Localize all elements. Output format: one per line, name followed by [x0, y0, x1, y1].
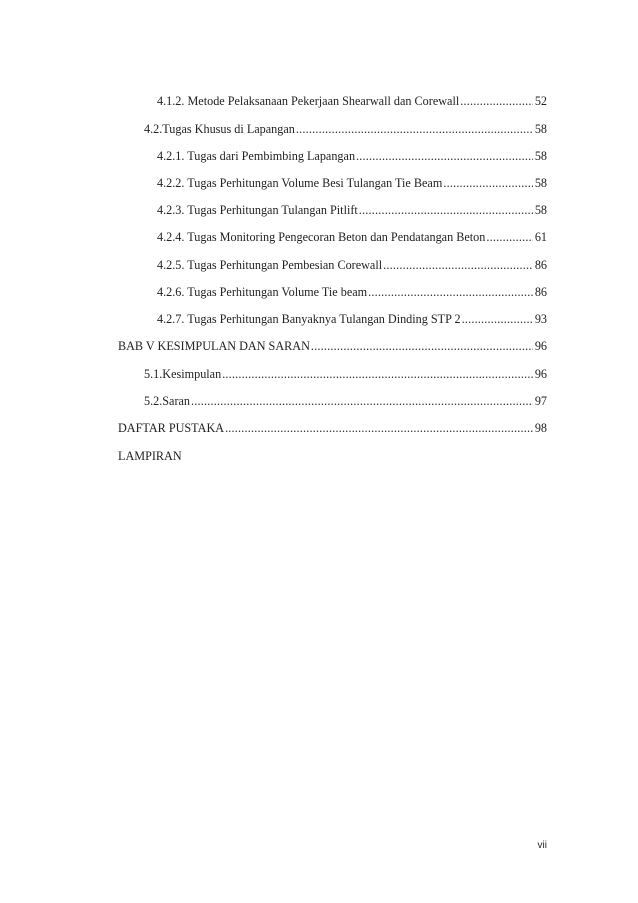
toc-entry-title: BAB V KESIMPULAN DAN SARAN: [118, 339, 310, 353]
toc-entry-page: 96: [534, 339, 547, 353]
toc-entry-daftar-pustaka[interactable]: [118, 421, 547, 435]
dot-leader: [462, 312, 533, 326]
toc-entry-5-2[interactable]: [144, 394, 547, 408]
toc-entry-title: Saran: [162, 394, 191, 408]
toc-entry-number: 4.2.: [144, 122, 163, 136]
toc-entry-page: 61: [534, 230, 547, 244]
dot-leader: [368, 285, 533, 299]
toc-entry-title: 4.2.7. Tugas Perhitungan Banyaknya Tulangan Dinding STP 2: [157, 312, 461, 326]
dot-leader: [443, 176, 532, 190]
toc-entry-title: 4.2.1. Tugas dari Pembimbing Lapangan: [157, 149, 356, 163]
dot-leader: [383, 258, 533, 272]
dot-leader: [486, 230, 532, 244]
toc-entry-5-1[interactable]: [144, 367, 547, 381]
toc-entry-page: 58: [534, 149, 547, 163]
toc-entry-title: Tugas Khusus di Lapangan: [162, 122, 295, 136]
toc-entry-page: 93: [534, 312, 547, 326]
toc-entry-page: 96: [534, 367, 547, 381]
toc-entry-title: Kesimpulan: [162, 367, 222, 381]
toc-entry-page: 97: [534, 394, 547, 408]
dot-leader: [356, 149, 533, 163]
dot-leader: [191, 394, 533, 408]
toc-entry-title: 4.2.3. Tugas Perhitungan Tulangan Pitlift: [157, 203, 358, 217]
toc-entry-title: 4.2.4. Tugas Monitoring Pengecoran Beton dan Pendatangan Beton: [157, 230, 486, 244]
toc-entry-page: 52: [534, 94, 547, 108]
toc-entry-4-2-5[interactable]: [157, 258, 547, 272]
dot-leader: [359, 203, 533, 217]
toc-entry-title: 4.2.2. Tugas Perhitungan Volume Besi Tulangan Tie Beam: [157, 176, 443, 190]
toc-entry-title: 4.2.6. Tugas Perhitungan Volume Tie beam: [157, 285, 368, 299]
toc-entry-title: 4.2.5. Tugas Perhitungan Pembesian Corewall: [157, 258, 383, 272]
toc-entry-page: 58: [534, 122, 547, 136]
toc-entry-page: 86: [534, 285, 547, 299]
toc-entry-4-2-6[interactable]: [157, 285, 547, 299]
toc-entry-4-2[interactable]: [144, 122, 547, 136]
toc-entry-page: 86: [534, 258, 547, 272]
dot-leader: [311, 339, 533, 353]
toc-entry-number: 5.1.: [144, 367, 163, 381]
page-number: vii: [537, 840, 547, 851]
toc-entry-4-2-2[interactable]: [157, 176, 547, 190]
dot-leader: [296, 122, 533, 136]
toc-entry-title: DAFTAR PUSTAKA: [118, 421, 225, 435]
dot-leader: [225, 421, 533, 435]
dot-leader: [222, 367, 533, 381]
toc-entry-4-2-7[interactable]: [157, 312, 547, 326]
toc-entry-title: 4.1.2. Metode Pelaksanaan Pekerjaan Shearwall dan Corewall: [157, 94, 460, 108]
toc-entry-page: 58: [534, 203, 547, 217]
toc-entry-page: 58: [534, 176, 547, 190]
toc-entry-page: 98: [534, 421, 547, 435]
toc-entry-lampiran[interactable]: [118, 449, 182, 463]
toc-entry-4-1-2[interactable]: [157, 94, 547, 108]
toc-entry-title: LAMPIRAN: [118, 449, 182, 463]
toc-entry-bab-v[interactable]: [118, 339, 547, 353]
toc-entry-4-2-4[interactable]: [157, 230, 547, 244]
toc-entry-4-2-1[interactable]: [157, 149, 547, 163]
dot-leader: [460, 94, 533, 108]
toc-entry-4-2-3[interactable]: [157, 203, 547, 217]
toc-entry-number: 5.2.: [144, 394, 163, 408]
